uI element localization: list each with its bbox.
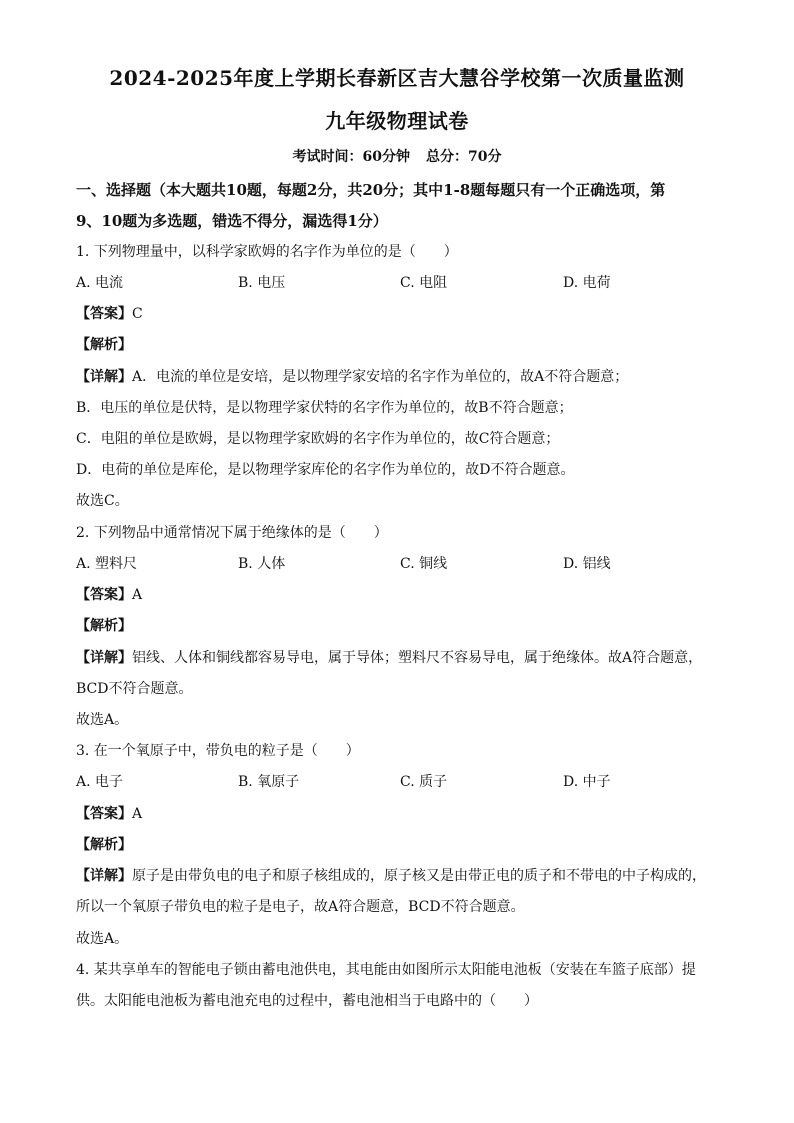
section-heading: 一、选择题（本大题共10题，每题2分，共20分；其中1-8题每题只有一个正确选项，第	[76, 181, 666, 199]
q1-analysis-label: 【解析】	[76, 337, 132, 353]
exam-title: 2024-2025年度上学期长春新区吉大慧谷学校第一次质量监测	[109, 66, 685, 90]
answer-value: A	[132, 806, 143, 822]
detail-text: 铝线、人体和铜线都容易导电，属于导体；塑料尺不容易导电，属于绝缘体。故A符合题意，	[132, 650, 703, 666]
q2-analysis-label: 【解析】	[76, 618, 132, 634]
q3-detail-line: 所以一个氧原子带负电的粒子是电子，故A符合题意，BCD不符合题意。	[76, 899, 525, 915]
q2-detail-line: BCD不符合题意。	[76, 681, 193, 697]
exam-subtitle: 九年级物理试卷	[325, 109, 469, 133]
answer-value: C	[132, 306, 143, 322]
q1-detail-line: B．电压的单位是伏特，是以物理学家伏特的名字作为单位的，故B不符合题意；	[76, 400, 573, 416]
q3-analysis-label: 【解析】	[76, 837, 132, 853]
q4-stem-cont: 供。太阳能电池板为蓄电池充电的过程中，蓄电池相当于电路中的（ ）	[76, 993, 538, 1009]
q3-option-d: D. 中子	[563, 774, 611, 790]
q1-conclusion: 故选C。	[76, 493, 129, 509]
answer-label: 【答案】	[76, 306, 132, 322]
total-score: 总分：70分	[426, 149, 502, 165]
q3-stem: 3. 在一个氧原子中，带负电的粒子是（ ）	[76, 743, 360, 759]
q2-option-d: D. 铝线	[563, 556, 611, 572]
q1-option-a: A. 电流	[76, 275, 124, 291]
q3-answer	[76, 803, 142, 823]
q1-option-d: D. 电荷	[563, 275, 611, 291]
answer-value: A	[132, 587, 143, 603]
q1-detail-line: D．电荷的单位是库伦，是以物理学家库伦的名字作为单位的，故D不符合题意。	[76, 462, 575, 478]
q1-detail-line: C．电阻的单位是欧姆，是以物理学家欧姆的名字作为单位的，故C符合题意；	[76, 431, 560, 447]
answer-label: 【答案】	[76, 806, 132, 822]
q2-stem: 2. 下列物品中通常情况下属于绝缘体的是（ ）	[76, 525, 388, 541]
detail-label: 【详解】	[76, 369, 132, 385]
q3-conclusion: 故选A。	[76, 931, 129, 947]
q1-option-c: C. 电阻	[400, 275, 448, 291]
q3-option-b: B. 氧原子	[238, 774, 300, 790]
detail-label: 【详解】	[76, 868, 132, 884]
q1-detail-line	[76, 366, 628, 386]
detail-label: 【详解】	[76, 650, 132, 666]
q1-stem: 1. 下列物理量中，以科学家欧姆的名字作为单位的是（ ）	[76, 244, 458, 260]
q2-option-b: B. 人体	[238, 556, 286, 572]
q2-conclusion: 故选A。	[76, 712, 129, 728]
exam-meta	[0, 146, 794, 166]
q2-detail-line	[76, 647, 702, 667]
q1-answer	[76, 303, 143, 323]
q2-answer	[76, 584, 142, 604]
q3-option-a: A. 电子	[76, 774, 124, 790]
q1-option-b: B. 电压	[238, 275, 286, 291]
q2-option-a: A. 塑料尺	[76, 556, 138, 572]
answer-label: 【答案】	[76, 587, 132, 603]
detail-text: A．电流的单位是安培，是以物理学家安培的名字作为单位的，故A不符合题意；	[132, 369, 629, 385]
q2-option-c: C. 铜线	[400, 556, 448, 572]
section-heading-cont: 9、10题为多选题，错选不得分，漏选得1分）	[76, 212, 388, 230]
q4-stem: 4. 某共享单车的智能电子锁由蓄电池供电，其电能由如图所示太阳能电池板（安装在车篮子底部）提	[76, 962, 696, 978]
exam-time: 考试时间：60分钟	[292, 149, 410, 165]
q3-detail-line	[76, 865, 706, 885]
q3-option-c: C. 质子	[400, 774, 448, 790]
detail-text: 原子是由带负电的电子和原子核组成的，原子核又是由带正电的质子和不带电的中子构成的，	[132, 868, 706, 884]
